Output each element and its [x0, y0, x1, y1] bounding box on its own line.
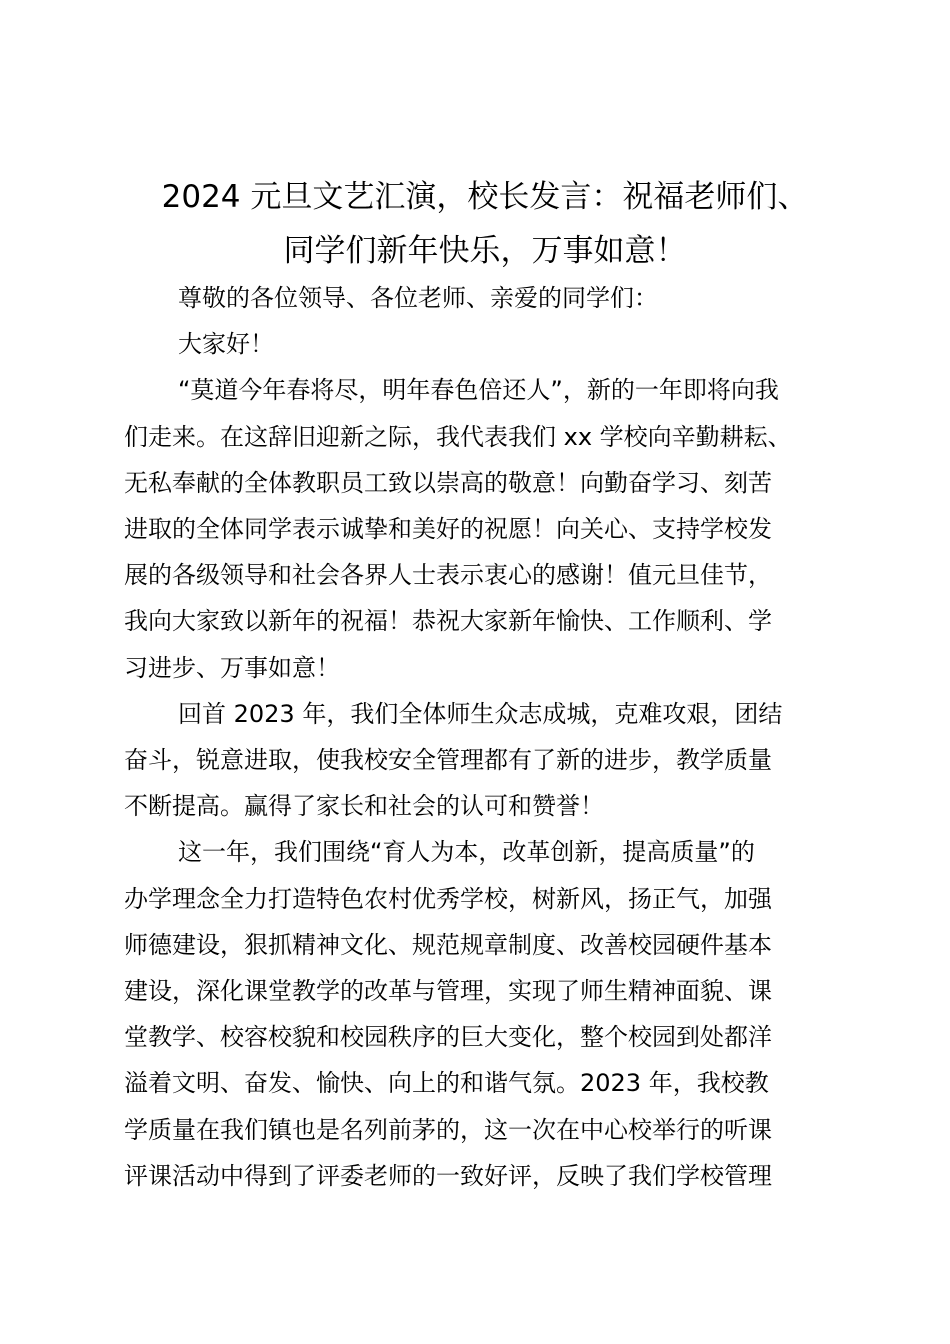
document-body — [124, 275, 844, 1199]
text-line: 们走来。在这辞旧迎新之际，我代表我们 xx 学校向辛勤耕耘、 — [124, 422, 792, 451]
greeting-paragraph — [124, 321, 844, 367]
text-line: 建设，深化课堂教学的改革与管理，实现了师生精神面貌、课 — [124, 977, 772, 1006]
title-line-2: 同学们新年快乐，万事如意！ — [283, 233, 687, 269]
text-line: 我向大家致以新年的祝福！恭祝大家新年愉快、工作顺利、学 — [124, 607, 772, 636]
text-line: 评课活动中得到了评委老师的一致好评，反映了我们学校管理 — [124, 1161, 772, 1190]
text-line: 无私奉献的全体教职员工致以崇高的敬意！向勤奋学习、刻苦 — [124, 468, 772, 497]
document-title — [100, 170, 870, 278]
body-paragraph — [124, 691, 844, 830]
text-line: 回首 2023 年，我们全体师生众志成城，克难攻艰，团结 — [178, 699, 783, 728]
text-line: 习进步、万事如意！ — [124, 653, 340, 682]
title-line-1: 2024 元旦文艺汇演，校长发言：祝福老师们、 — [161, 179, 809, 215]
text-line: 展的各级领导和社会各界人士表示衷心的感谢！值元旦佳节， — [124, 561, 772, 590]
text-line: 溢着文明、奋发、愉快、向上的和谐气氛。2023 年，我校教 — [124, 1069, 769, 1098]
text-line: 学质量在我们镇也是名列前茅的，这一次在中心校举行的听课 — [124, 1115, 772, 1144]
text-line: 堂教学、校容校貌和校园秩序的巨大变化，整个校园到处都洋 — [124, 1023, 772, 1052]
body-paragraph — [124, 829, 844, 1199]
body-paragraph — [124, 367, 844, 690]
text-line: 办学理念全力打造特色农村优秀学校，树新风，扬正气，加强 — [124, 884, 772, 913]
text-line: 尊敬的各位领导、各位老师、亲爱的同学们： — [178, 284, 658, 312]
text-line: 大家好！ — [178, 330, 274, 359]
text-line: 这一年，我们围绕“育人为本，改革创新，提高质量”的 — [178, 838, 755, 867]
text-line: 师德建设，狠抓精神文化、规范规章制度、改善校园硬件基本 — [124, 930, 772, 959]
text-line: “莫道今年春将尽，明年春色倍还人”，新的一年即将向我 — [178, 376, 779, 405]
text-line: 奋斗，锐意进取，使我校安全管理都有了新的进步，教学质量 — [124, 746, 772, 775]
salutation-paragraph — [124, 275, 844, 321]
text-line: 不断提高。赢得了家长和社会的认可和赞誉！ — [124, 792, 604, 821]
text-line: 进取的全体同学表示诚挚和美好的祝愿！向关心、支持学校发 — [124, 515, 772, 544]
